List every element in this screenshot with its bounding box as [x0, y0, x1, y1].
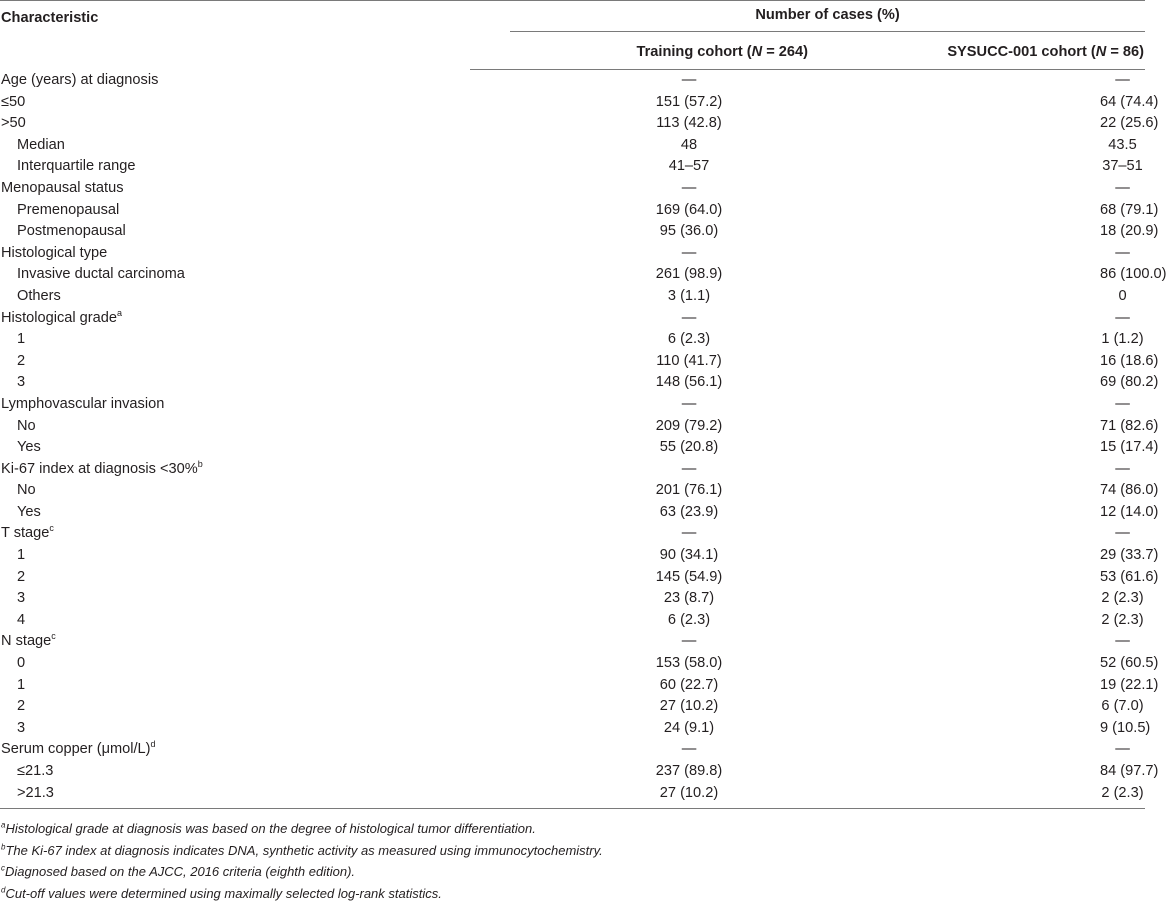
row-label [0, 675, 470, 697]
table-row [0, 243, 1145, 265]
footnote-text: Histological grade at diagnosis was based on the degree of histological tumor differentiation. [5, 821, 535, 836]
training-value: — [470, 70, 810, 92]
table-row [0, 631, 1145, 653]
table-row [0, 221, 1145, 243]
sysucc-value: 69 (80.2) [810, 372, 1145, 394]
row-label [0, 92, 470, 114]
row-label [0, 783, 470, 809]
footnote-text: Diagnosed based on the AJCC, 2016 criteria (eighth edition). [5, 864, 355, 879]
row-label [0, 135, 470, 157]
training-value: 169 (64.0) [470, 200, 810, 222]
sysucc-value: — [810, 178, 1145, 200]
table-row [0, 502, 1145, 524]
row-label [0, 761, 470, 783]
row-label-text: Lymphovascular invasion [1, 396, 164, 412]
table-row [0, 653, 1145, 675]
table-row [0, 761, 1145, 783]
table-row [0, 308, 1145, 330]
row-label-text: Histological grade [1, 310, 117, 326]
table-row [0, 523, 1145, 545]
footnote-mark: b [1, 842, 5, 851]
table-row [0, 675, 1145, 697]
footnote-marker: a [117, 308, 122, 318]
row-label [0, 351, 470, 373]
row-label [0, 588, 470, 610]
table-row [0, 372, 1145, 394]
row-label-text: >21.3 [17, 785, 54, 801]
table-row [0, 200, 1145, 222]
row-label-text: ≤50 [1, 94, 25, 110]
table-row [0, 70, 1145, 92]
table-row [0, 696, 1145, 718]
sysucc-value: 71 (82.6) [810, 416, 1145, 438]
number-of-cases-header [470, 1, 1145, 35]
row-label [0, 437, 470, 459]
sysucc-cohort-header [810, 34, 1145, 70]
row-label-text: Histological type [1, 245, 107, 261]
sysucc-value: 52 (60.5) [810, 653, 1145, 675]
row-label-text: 1 [17, 547, 25, 563]
table-row [0, 437, 1145, 459]
training-value: 90 (34.1) [470, 545, 810, 567]
row-label-text: 2 [17, 353, 25, 369]
row-label [0, 567, 470, 589]
row-label-text: No [17, 418, 36, 434]
row-label [0, 329, 470, 351]
training-suffix: = 264) [762, 44, 808, 60]
row-label [0, 70, 470, 92]
training-value: 145 (54.9) [470, 567, 810, 589]
sysucc-value: 22 (25.6) [810, 113, 1145, 135]
training-value: 113 (42.8) [470, 113, 810, 135]
row-label-text: N stage [1, 633, 51, 649]
row-label-text: Others [17, 288, 61, 304]
sysucc-value: 43.5 [810, 135, 1145, 157]
row-label-text: Median [17, 137, 65, 153]
sysucc-value: 1 (1.2) [810, 329, 1145, 351]
row-label-text: 1 [17, 677, 25, 693]
training-value: 27 (10.2) [470, 783, 810, 809]
training-value: 55 (20.8) [470, 437, 810, 459]
sysucc-suffix: = 86) [1106, 44, 1144, 60]
sysucc-value: — [810, 70, 1145, 92]
training-value: 151 (57.2) [470, 92, 810, 114]
sysucc-value: 68 (79.1) [810, 200, 1145, 222]
table-row [0, 610, 1145, 632]
training-value: 6 (2.3) [470, 610, 810, 632]
row-label-text: 2 [17, 569, 25, 585]
row-label [0, 372, 470, 394]
row-label [0, 156, 470, 178]
row-label-text: Serum copper (μmol/L) [1, 741, 151, 757]
row-label [0, 264, 470, 286]
table-row [0, 394, 1145, 416]
footnote-marker: c [51, 632, 56, 642]
training-value: — [470, 243, 810, 265]
row-label [0, 221, 470, 243]
sysucc-value: 2 (2.3) [810, 588, 1145, 610]
row-label-text: Invasive ductal carcinoma [17, 266, 185, 282]
row-label [0, 545, 470, 567]
row-label-text: Postmenopausal [17, 223, 126, 239]
table-row [0, 264, 1145, 286]
training-value: 95 (36.0) [470, 221, 810, 243]
table-row [0, 783, 1145, 809]
sysucc-n: N [1096, 44, 1107, 60]
row-label-text: No [17, 482, 36, 498]
sysucc-value: — [810, 243, 1145, 265]
sysucc-value: 6 (7.0) [810, 696, 1145, 718]
table-row [0, 718, 1145, 740]
sysucc-value: — [810, 394, 1145, 416]
sysucc-value: — [810, 459, 1145, 481]
row-label-text: Yes [17, 439, 41, 455]
sysucc-value: 29 (33.7) [810, 545, 1145, 567]
sysucc-value: 74 (86.0) [810, 480, 1145, 502]
training-value: 23 (8.7) [470, 588, 810, 610]
row-label [0, 480, 470, 502]
training-value: — [470, 459, 810, 481]
sysucc-value: 18 (20.9) [810, 221, 1145, 243]
table-footnotes [1, 818, 603, 904]
row-label [0, 178, 470, 200]
sysucc-value: 84 (97.7) [810, 761, 1145, 783]
row-label [0, 286, 470, 308]
row-label [0, 502, 470, 524]
characteristic-header: Characteristic [0, 1, 470, 70]
row-label-text: ≤21.3 [17, 763, 53, 779]
table-row [0, 113, 1145, 135]
training-value: 201 (76.1) [470, 480, 810, 502]
row-label-text: Yes [17, 504, 41, 520]
sysucc-value: 2 (2.3) [810, 783, 1145, 809]
row-label [0, 631, 470, 653]
training-value: 209 (79.2) [470, 416, 810, 438]
footnote-mark: a [1, 821, 5, 830]
footnote-mark: d [1, 885, 5, 894]
table-row [0, 286, 1145, 308]
training-value: 148 (56.1) [470, 372, 810, 394]
row-label [0, 610, 470, 632]
training-value: — [470, 178, 810, 200]
training-value: — [470, 394, 810, 416]
footnote [1, 840, 603, 862]
table-row [0, 351, 1145, 373]
footnote-marker: b [198, 459, 203, 469]
sysucc-value: — [810, 631, 1145, 653]
training-value: — [470, 739, 810, 761]
footnote-marker: d [151, 740, 156, 750]
training-cohort-header [470, 34, 810, 70]
row-label [0, 653, 470, 675]
row-label-text: Interquartile range [17, 158, 135, 174]
row-label [0, 739, 470, 761]
table-row [0, 156, 1145, 178]
row-label [0, 200, 470, 222]
table-row [0, 480, 1145, 502]
table-row [0, 135, 1145, 157]
footnote [1, 883, 603, 904]
row-label [0, 523, 470, 545]
row-label-text: Premenopausal [17, 202, 119, 218]
row-label-text: 3 [17, 720, 25, 736]
row-label-text: 3 [17, 374, 25, 390]
row-label-text: 0 [17, 655, 25, 671]
row-label-text: 2 [17, 698, 25, 714]
table-row [0, 739, 1145, 761]
footnote [1, 818, 603, 840]
table-row [0, 567, 1145, 589]
training-value: 27 (10.2) [470, 696, 810, 718]
table-row [0, 545, 1145, 567]
footnote-text: Cut-off values were determined using maximally selected log-rank statistics. [5, 886, 441, 901]
table-body [0, 70, 1145, 809]
row-label-text: Age (years) at diagnosis [1, 72, 158, 88]
training-value: 48 [470, 135, 810, 157]
row-label [0, 718, 470, 740]
sysucc-value: 53 (61.6) [810, 567, 1145, 589]
sysucc-value: — [810, 523, 1145, 545]
sysucc-value: 0 [810, 286, 1145, 308]
row-label-text: >50 [1, 115, 26, 131]
training-value: 24 (9.1) [470, 718, 810, 740]
number-of-cases-label: Number of cases (%) [510, 3, 1145, 32]
training-prefix: Training cohort ( [636, 44, 751, 60]
sysucc-value: 12 (14.0) [810, 502, 1145, 524]
training-value: 237 (89.8) [470, 761, 810, 783]
row-label-text: 3 [17, 590, 25, 606]
training-value: 110 (41.7) [470, 351, 810, 373]
row-label [0, 416, 470, 438]
training-value: 6 (2.3) [470, 329, 810, 351]
row-label-text: 4 [17, 612, 25, 628]
sysucc-value: — [810, 739, 1145, 761]
sysucc-value: 64 (74.4) [810, 92, 1145, 114]
table-row [0, 329, 1145, 351]
footnote [1, 861, 603, 883]
sysucc-value: 9 (10.5) [810, 718, 1145, 740]
sysucc-value: 16 (18.6) [810, 351, 1145, 373]
sysucc-prefix: SYSUCC-001 cohort ( [947, 44, 1095, 60]
training-value: 63 (23.9) [470, 502, 810, 524]
row-label [0, 113, 470, 135]
training-value: — [470, 631, 810, 653]
row-label-text: Ki-67 index at diagnosis <30% [1, 461, 198, 477]
row-label [0, 243, 470, 265]
footnote-text: The Ki-67 index at diagnosis indicates DNA, synthetic activity as measured using immunocytochemistry. [5, 843, 602, 858]
sysucc-value: 15 (17.4) [810, 437, 1145, 459]
training-value: 41–57 [470, 156, 810, 178]
table-row [0, 92, 1145, 114]
training-value: — [470, 308, 810, 330]
sysucc-value: 2 (2.3) [810, 610, 1145, 632]
sysucc-value: — [810, 308, 1145, 330]
sysucc-value: 86 (100.0) [810, 264, 1145, 286]
table-row [0, 459, 1145, 481]
table-row [0, 416, 1145, 438]
row-label-text: 1 [17, 331, 25, 347]
training-value: 153 (58.0) [470, 653, 810, 675]
row-label [0, 394, 470, 416]
training-value: 261 (98.9) [470, 264, 810, 286]
table-row [0, 178, 1145, 200]
training-value: 60 (22.7) [470, 675, 810, 697]
row-label-text: T stage [1, 525, 49, 541]
footnote-mark: c [1, 864, 5, 873]
row-label-text: Menopausal status [1, 180, 124, 196]
sysucc-value: 19 (22.1) [810, 675, 1145, 697]
training-n: N [752, 44, 763, 60]
row-label [0, 696, 470, 718]
training-value: 3 (1.1) [470, 286, 810, 308]
row-label [0, 459, 470, 481]
row-label [0, 308, 470, 330]
table-row [0, 588, 1145, 610]
footnote-marker: c [49, 524, 54, 534]
training-value: — [470, 523, 810, 545]
sysucc-value: 37–51 [810, 156, 1145, 178]
